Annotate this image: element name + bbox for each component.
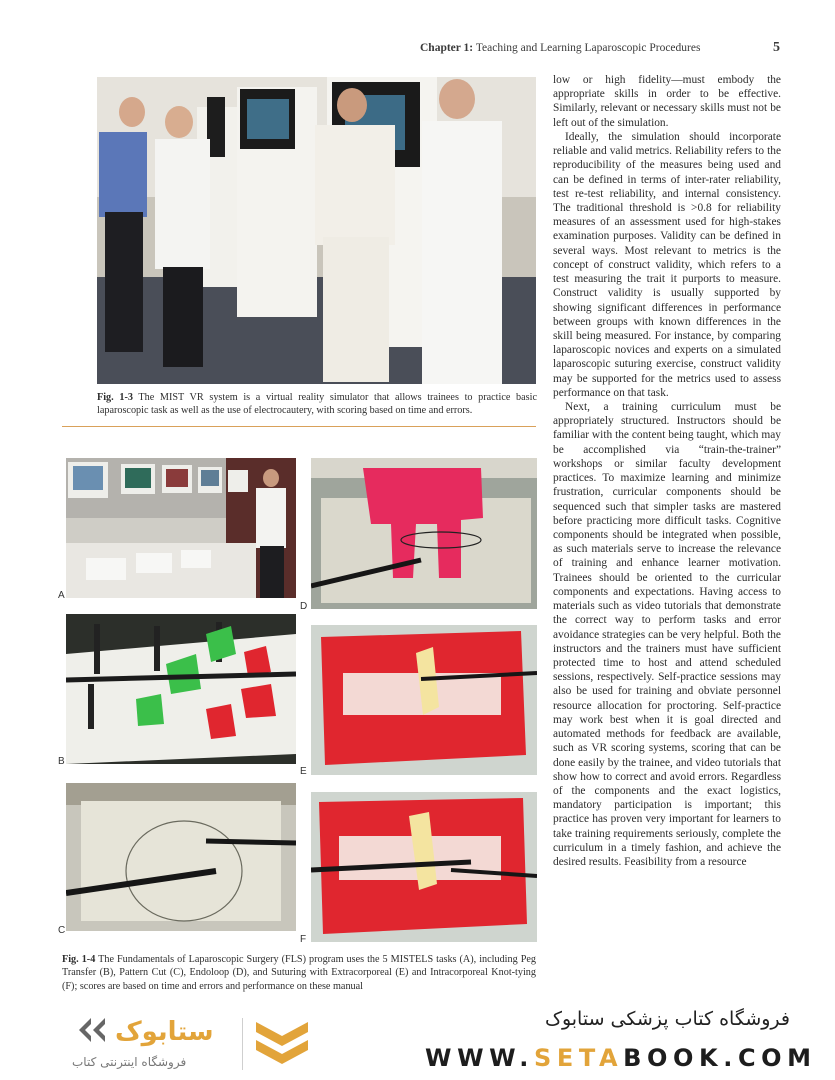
figure-1-4-panel-d-photo [311, 458, 537, 609]
figure-1-3-caption [97, 391, 537, 418]
panel-label-c: C [58, 925, 66, 936]
section-divider [62, 426, 536, 427]
figure-1-4-panel-a-photo [66, 458, 296, 598]
banner-divider [242, 1018, 243, 1070]
page-number: 5 [773, 40, 780, 55]
figure-1-4-label: Fig. 1-4 [62, 954, 96, 965]
figure-1-4-panel-f-photo [311, 792, 537, 942]
panel-label-d: D [300, 601, 308, 612]
figure-1-4-caption-text: The Fundamentals of Laparoscopic Surgery (FLS) program uses the 5 MISTELS tasks (A), including Peg Transfer (B), Pattern Cut (C), Endoloop (D), and Suturing with Extracorporeal (E) and Intracorporeal Knot-tying (F); scores are based on time and errors and performance on these manual [62, 954, 536, 992]
figure-1-3-caption-text: The MIST VR system is a virtual reality simulator that allows trainees to practice basic laparoscopic task as well as the use of electrocautery, with scoring based on time and errors. [97, 392, 537, 417]
shop-name: فروشگاه کتاب پزشکی ستابوک [544, 1008, 790, 1030]
logo-wordmark: ستابوک [115, 1017, 214, 1047]
body-paragraph: Next, a training curriculum must be appropriately structured. Instructors should be familiar with the content being taught, which may be accomplished via “train-the-trainer” workshops or similar faculty development practices. To maximize learning and minimize frustration, curricular components should be sequenced such that simpler tasks are mastered before practicing more difficult tasks. Cognitive components should be integrated when possible, as such materials serve to increase the relevance of training and enhance learner motivation. Trainees should be oriented to the curricular components and expectations. Having access to materials such as video tutorials that demonstrate the correct way to perform tasks and error avoidance strategies can be very helpful. Both the instructors and the trainers must have sufficient protected time to host and attend scheduled sessions, respectively. Self-practice sessions may also be used for training and obviate personnel resource allocation for proctoring. Self-practice may work best when it is goal directed and automated methods for feedback are available, such as VR scoring systems, scoring that can be done easily by the trainee, and video tutorials that show how to correct and avoid errors. Regardless of the components and the exact logistics, mandatory participation is important; this practice has proven very important for learners to take training requirements seriously, complete the curriculum in a timely fashion, and achieve the desired results. Feasibility from a resource [553, 401, 781, 869]
panel-label-b: B [58, 756, 65, 767]
chapter-label: Chapter 1: [420, 42, 474, 54]
figure-1-4-panel-c-photo [66, 783, 296, 931]
panel-label-e: E [300, 766, 307, 777]
chapter-title: Teaching and Learning Laparoscopic Procedures [475, 42, 701, 54]
url-accent: SETA [533, 1044, 624, 1072]
logo-subtitle: فروشگاه اینترنتی کتاب [72, 1055, 187, 1069]
panel-label-f: F [300, 934, 307, 945]
body-column [553, 73, 781, 869]
figure-1-4-panel-e-photo [311, 625, 537, 775]
figure-1-4-caption [62, 953, 536, 993]
running-head [420, 42, 780, 54]
figure-1-3-label: Fig. 1-3 [97, 392, 133, 403]
setabook-logo [75, 1010, 230, 1050]
body-paragraph: low or high fidelity—must embody the appropriate skills in order to be effective. Similarly, relevant or necessary skills must not be left out of the simulation. [553, 74, 781, 129]
figure-1-3-photo [97, 77, 536, 384]
url-prefix: WWW. [425, 1044, 534, 1072]
panel-label-a: A [58, 590, 65, 601]
body-paragraph: Ideally, the simulation should incorporate reliable and valid metrics. Reliability refers to the reproducibility of the measures being used and can be defined in terms of inter-rater reliability, test re-test reliability, and internal consistency. The traditional threshold is >0.8 for reliability measures of an assessment used for high-stakes examination purposes. Validity can be defined in several ways. Most relevant to metrics is the concept of construct validity, which refers to a test measuring the trait it purports to measure. Construct validity is usually supported by showing significant differences in performance between groups with known differences in the skill being measured. For instance, by comparing laparoscopic novices and experts on a simulated laparoscopic suturing exercise, construct validity may be supported for the metrics used to assess performance on that task. [553, 130, 781, 399]
chevron-logo-icon [252, 1018, 312, 1070]
figure-1-4-panel-b-photo [66, 614, 296, 764]
shop-url[interactable] [425, 1044, 817, 1072]
url-suffix: BOOK.COM [623, 1044, 817, 1072]
